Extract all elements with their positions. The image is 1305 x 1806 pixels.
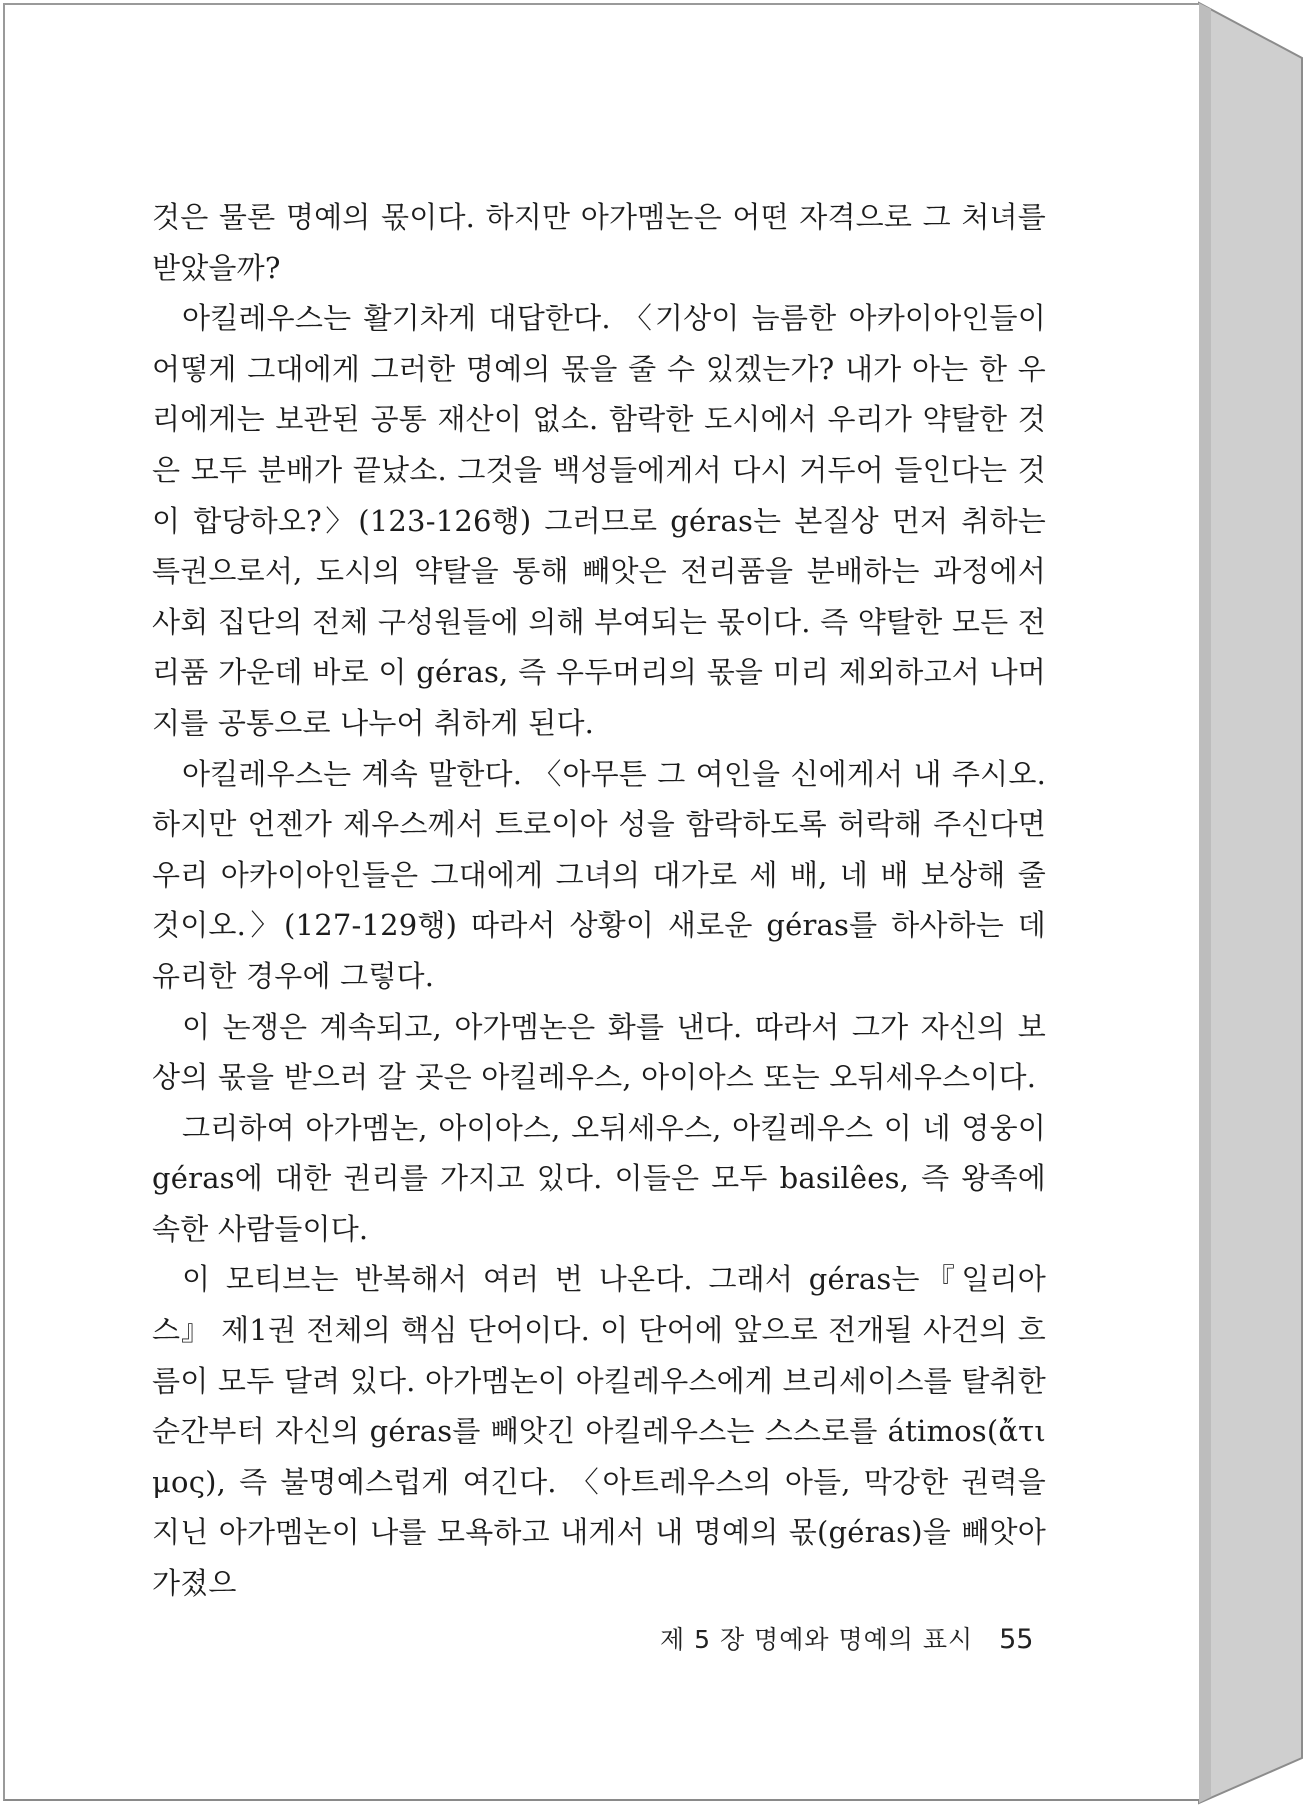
paragraph: 아킬레우스는 계속 말한다. 〈아무튼 그 여인을 신에게서 내 주시오. 하지만 언젠가 제우스께서 트로이아 성을 함락하도록 허락해 주신다면 우리 아카이아인들은 그대에게 그녀의 대가로 세 배, 네 배 보상해 줄 것이오.〉(127-129행) 따라서 상황이 새로운 géras를 하사하는 데 유리한 경우에 그렇다. [152,756,1046,993]
page-number: 55 [999,1624,1034,1655]
book-spine-shadow [1199,3,1211,1803]
paragraph: 아킬레우스는 활기차게 대답한다. 〈기상이 늠름한 아카이아인들이 어떻게 그대에게 그러한 명예의 몫을 줄 수 있겠는가? 내가 아는 한 우리에게는 보관된 공통 재산이 없소. 함락한 도시에서 우리가 약탈한 것은 모두 분배가 끝났소. 그것을 백성들에게서 다시 거두어 들인다는 것이 합당하오?〉(123-126행) 그러므로 géras는 본질상 먼저 취하는 특권으로서, 도시의 약탈을 통해 빼앗은 전리품을 분배하는 과정에서 사회 집단의 전체 구성원들에 의해 부여되는 몫이다. 즉 약탈한 모든 전리품 가운데 바로 이 géras, 즉 우두머리의 몫을 미리 제외하고서 나머지를 공통으로 나누어 취하게 된다. [152,301,1046,740]
paragraph: 이 논쟁은 계속되고, 아가멤논은 화를 낸다. 따라서 그가 자신의 보상의 몫을 받으러 갈 곳은 아킬레우스, 아이아스 또는 오뒤세우스이다. [152,1009,1046,1095]
body-text [152,192,1046,1609]
paragraph: 그리하여 아가멤논, 아이아스, 오뒤세우스, 아킬레우스 이 네 영웅이 géras에 대한 권리를 가지고 있다. 이들은 모두 basilêes, 즉 왕족에 속한 사람들이다. [152,1110,1046,1246]
chapter-title: 제 5 장 명예와 명예의 표시 [660,1625,974,1654]
book-spine-edge [1199,3,1302,1803]
paragraph: 이 모티브는 반복해서 여러 번 나온다. 그래서 géras는『일리아스』 제1권 전체의 핵심 단어이다. 이 단어에 앞으로 전개될 사건의 흐름이 모두 달려 있다. 아가멤논이 아킬레우스에게 브리세이스를 탈취한 순간부터 자신의 géras를 빼앗긴 아킬레우스는 스스로를 átimos(ἄτιμος), 즉 불명예스럽게 여긴다. 〈아트레우스의 아들, 막강한 권력을 지닌 아가멤논이 나를 모욕하고 내게서 내 명예의 몫(géras)을 빼앗아 가졌으 [152,1262,1046,1601]
paragraph: 것은 물론 명예의 몫이다. 하지만 아가멤논은 어떤 자격으로 그 처녀를 받았을까? [152,200,1046,285]
running-footer [660,1620,1060,1656]
